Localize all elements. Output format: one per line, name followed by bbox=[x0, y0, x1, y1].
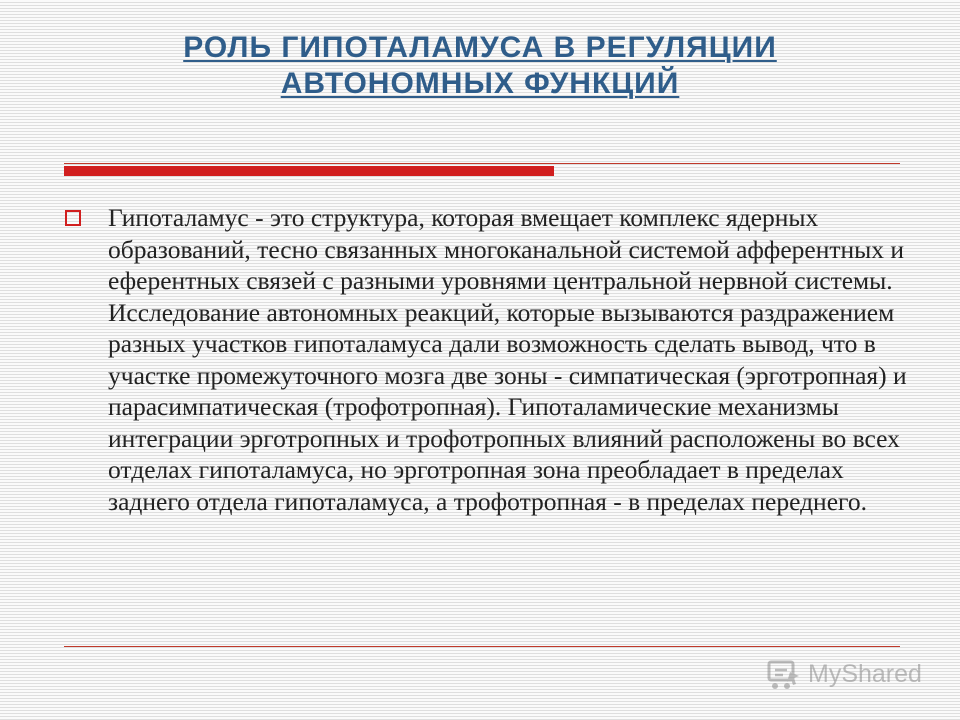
top-divider bbox=[64, 163, 900, 164]
square-bullet-icon bbox=[65, 210, 81, 226]
title-line-2: АВТОНОМНЫХ ФУНКЦИЙ bbox=[280, 67, 680, 100]
watermark-text: MyShared bbox=[808, 659, 922, 688]
slide-title bbox=[60, 30, 900, 102]
accent-bar bbox=[64, 166, 554, 176]
title-line-1: РОЛЬ ГИПОТАЛАМУСА В РЕГУЛЯЦИИ bbox=[183, 31, 777, 64]
bottom-divider bbox=[64, 646, 900, 647]
body-paragraph: Гипоталамус - это структура, которая вмещает комплекс ядерных образований, тесно связанных многоканальной системой афферентных и еферентных связей с разными уровнями центральной нервной системы. Исследование автономных реакций, которые вызываются раздражением разных участков гипоталамуса дали возможность сделать вывод, что в участке промежуточного мозга две зоны - симпатическая (эрготропная) и парасимпатическая (трофотропная). Гипоталамические механизмы интеграции эрготропных и трофотропных влияний расположены во всех отделах гипоталамуса, но эрготропная зона преобладает в пределах заднего отдела гипоталамуса, а трофотропная - в пределах переднего. bbox=[108, 203, 907, 516]
myshared-watermark bbox=[766, 654, 936, 694]
mouse-cart-icon bbox=[766, 656, 802, 692]
